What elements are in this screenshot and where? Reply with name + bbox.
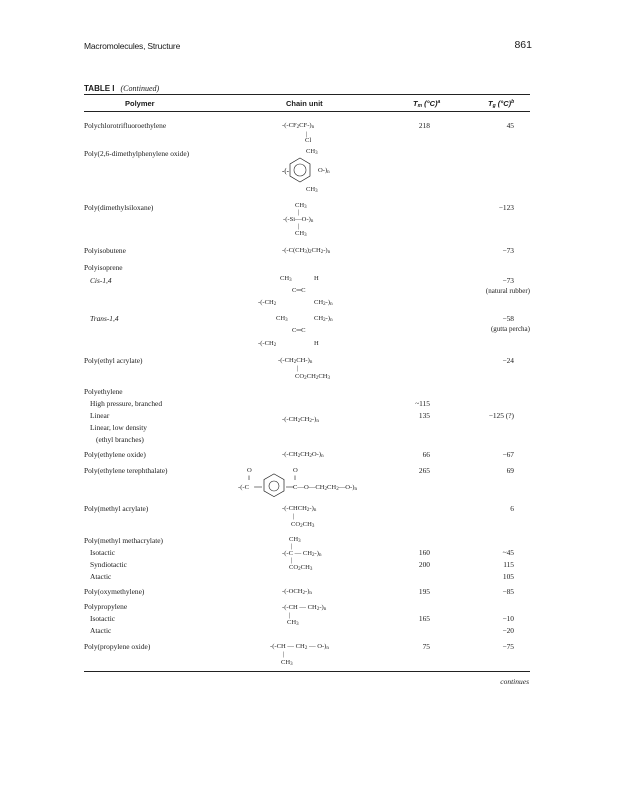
tm-value: 160 <box>418 548 430 557</box>
continues-note: continues <box>500 677 529 686</box>
carbonyl-bond: ‖ <box>294 475 296 482</box>
table-caption <box>84 84 159 93</box>
tm-value: 265 <box>418 466 430 475</box>
chain-unit-bond: | <box>298 223 300 230</box>
chain-unit-top: $CH_3$ <box>295 202 307 210</box>
sub-type: Atactic <box>90 626 112 635</box>
tm-value: 135 <box>418 411 430 420</box>
chain-unit-bond: | <box>297 365 299 372</box>
sub-type: High pressure, branched <box>90 399 163 408</box>
carbonyl-bond: ‖ <box>248 475 250 482</box>
tg-value: −58 <box>502 314 514 323</box>
chain-unit-e: H <box>314 340 319 347</box>
tg-value: −75 <box>502 642 514 651</box>
chain-unit-d: $‑(‑CH_2$ <box>258 340 277 348</box>
chain-unit-left: ‑(‑C <box>238 484 249 491</box>
chain-unit-substituent: $CO_2CH_3$ <box>291 521 315 529</box>
chain-unit-bottom: $CH_3$ <box>306 186 318 194</box>
isomer-note: (gutta percha) <box>490 325 530 333</box>
polymer-name: Polyethylene <box>84 387 123 396</box>
chain-unit-substituent: $CH_3$ <box>287 619 299 627</box>
chain-unit-b: H <box>314 275 319 282</box>
tm-value: 195 <box>418 587 430 596</box>
chain-unit-e: $CH_2‑)_n$ <box>314 299 333 307</box>
chain-unit: ‑(‑CH — $CH_2$ — $O‑)_n$ <box>270 643 329 651</box>
phenylene-ring-icon <box>254 472 294 498</box>
polymer-name: Polychlorotrifluoroethylene <box>84 121 167 130</box>
isomer-label: Trans-1,4 <box>90 314 119 323</box>
polymer-name: Poly(methyl acrylate) <box>84 504 149 513</box>
isomer-note: (natural rubber) <box>485 287 530 295</box>
polymer-name: Poly(2,6-dimethylphenylene oxide) <box>84 149 190 158</box>
tg-value: 45 <box>506 121 514 130</box>
chain-unit: $‑(‑OCH_2‑)_n$ <box>282 588 312 596</box>
polymer-name: Poly(ethylene oxide) <box>84 450 146 459</box>
table-header-rule <box>84 111 530 112</box>
chain-unit-bond: | <box>293 513 295 520</box>
polymer-name: Polypropylene <box>84 602 128 611</box>
chain-unit: $‑(‑CH_2CH_2‑)_n$ <box>282 416 319 424</box>
sub-type: Syndiotactic <box>90 560 127 569</box>
chain-unit-top: $CH_3$ <box>289 536 301 544</box>
tg-value: 115 <box>503 560 514 569</box>
benzene-ring-icon <box>282 155 318 185</box>
tg-value: −73 <box>502 246 514 255</box>
tg-value: −125 (?) <box>488 411 514 420</box>
isomer-label: Cis-1,4 <box>90 276 112 285</box>
chain-unit-right: $C—O—CH_2CH_2—O‑)_n$ <box>293 484 357 492</box>
chain-unit-c: C═C <box>292 287 306 294</box>
chain-unit: $‑(‑CH_2CH‑)_n$ <box>278 357 313 365</box>
carbonyl-o-left: O <box>247 467 252 474</box>
column-header-tg: $T_g$ $(^\circ C)^b$ <box>488 99 515 109</box>
tg-value: −10 <box>502 614 514 623</box>
tg-value: −20 <box>502 626 514 635</box>
chain-unit: $‑(‑CHCH_2‑)_n$ <box>282 505 317 513</box>
column-header-polymer: Polymer <box>125 99 155 108</box>
chain-unit-bond: | <box>306 131 308 138</box>
tg-value: ~45 <box>502 548 514 557</box>
table-bottom-rule <box>84 671 530 672</box>
tm-value: 66 <box>422 450 430 459</box>
chain-unit: $‑(‑C(CH_3)_2CH_2‑)_n$ <box>282 247 331 255</box>
table-caption-text: (Continued) <box>120 84 160 93</box>
chain-unit: $‑(‑CH_2CH_2O‑)_n$ <box>282 451 324 459</box>
sub-type: Isotactic <box>90 548 116 557</box>
chain-unit-bond: | <box>298 209 300 216</box>
tg-value: −24 <box>502 356 514 365</box>
chain-unit-bottom: $CH_3$ <box>295 230 307 238</box>
chain-unit-bond: | <box>291 543 293 550</box>
tg-value: 69 <box>506 466 514 475</box>
chain-unit-d: $‑(‑CH_2$ <box>258 299 277 307</box>
polymer-name: Poly(methyl methacrylate) <box>84 536 164 545</box>
chain-unit: $‑(‑CF_2CF‑)_n$ <box>282 122 315 130</box>
sub-type: Isotactic <box>90 614 116 623</box>
tg-value: 6 <box>510 504 514 513</box>
tm-value: 165 <box>418 614 430 623</box>
chain-unit-bottom: $CO_2CH_3$ <box>289 564 313 572</box>
chain-unit: ‑(‑CH — $CH_2‑)_n$ <box>282 604 327 612</box>
sub-type: Atactic <box>90 572 112 581</box>
chain-unit-c: C═C <box>292 327 306 334</box>
chain-unit-a: $CH_3$ <box>276 315 288 323</box>
chain-unit-mid: ‑(‑C — $CH_2‑)_n$ <box>282 550 322 558</box>
tg-value: −73 <box>502 276 514 285</box>
page-number: 861 <box>514 39 532 51</box>
polymer-name: Polyisoprene <box>84 263 123 272</box>
svg-text:‑(‑: ‑(‑ <box>282 167 289 175</box>
sub-type: Linear, low density <box>90 423 147 432</box>
chain-unit-mid: $O‑)_n$ <box>318 167 330 175</box>
chain-unit-b: $CH_2‑)_n$ <box>314 315 333 323</box>
table-top-rule <box>84 94 530 95</box>
chain-unit-substituent: $CH_3$ <box>281 659 293 667</box>
chain-unit-bond: | <box>291 557 293 564</box>
chain-unit-a: $CH_3$ <box>280 275 292 283</box>
column-header-chain-unit: Chain unit <box>286 99 323 108</box>
polymer-name: Poly(dimethylsiloxane) <box>84 203 154 212</box>
running-title: Macromolecules, Structure <box>84 41 181 51</box>
table-label: TABLE I <box>84 84 115 93</box>
chain-unit-top: $CH_3$ <box>306 148 318 156</box>
column-header-tm: $T_m$ $(^\circ C)^a$ <box>413 99 441 109</box>
chain-unit-substituent: Cl <box>305 137 312 144</box>
polymer-name: Poly(oxymethylene) <box>84 587 145 596</box>
tg-value: −67 <box>502 450 514 459</box>
tm-value: 75 <box>422 642 430 651</box>
tg-value: −123 <box>498 203 514 212</box>
tm-value: 200 <box>418 560 430 569</box>
sub-type: Linear <box>90 411 110 420</box>
tg-value: 105 <box>502 572 514 581</box>
polymer-name: Poly(ethylene terephthalate) <box>84 466 168 475</box>
sub-type: (ethyl branches) <box>96 435 144 444</box>
chain-unit-bond: | <box>289 612 291 619</box>
tm-value: ~115 <box>415 399 430 408</box>
chain-unit-bond: | <box>283 651 285 658</box>
polymer-name: Poly(ethyl acrylate) <box>84 356 143 365</box>
carbonyl-o-right: O <box>293 467 298 474</box>
chain-unit-substituent: $CO_2CH_2CH_3$ <box>295 373 331 381</box>
chain-unit-mid: $‑(‑Si—O‑)_n$ <box>283 216 314 224</box>
polymer-name: Poly(propylene oxide) <box>84 642 151 651</box>
tg-value: −85 <box>502 587 514 596</box>
tm-value: 218 <box>418 121 430 130</box>
polymer-name: Polyisobutene <box>84 246 126 255</box>
